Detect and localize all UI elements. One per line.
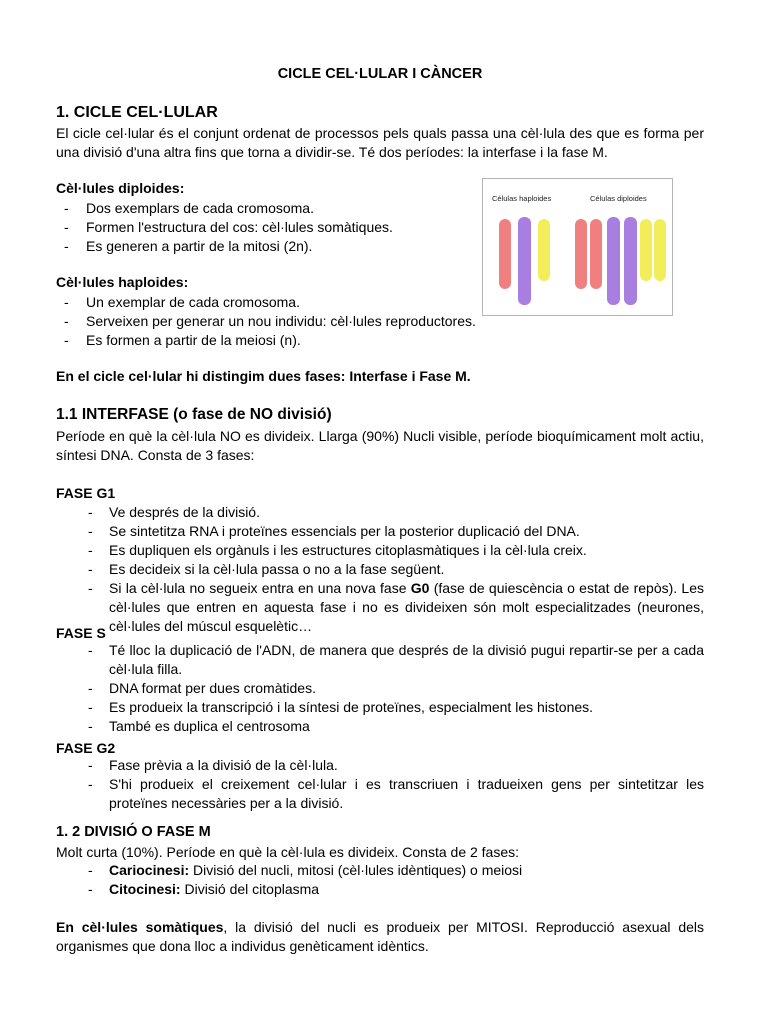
list-item: - S'hi produeix el creixement cel·lular i es transcriuen i tradueixen gens per sintetitzar les proteïnes necessàries per a la divisió. bbox=[56, 775, 704, 813]
list-item: - DNA format per dues cromàtides. bbox=[56, 679, 704, 698]
fase-m-list bbox=[56, 861, 704, 899]
document-title: CICLE CEL·LULAR I CÀNCER bbox=[277, 66, 483, 82]
cariocinesi-term: Cariocinesi: bbox=[109, 862, 190, 878]
g2-list bbox=[56, 756, 704, 813]
section-heading-fase-m: 1. 2 DIVISIÓ O FASE M bbox=[56, 824, 211, 840]
chromosome-figure bbox=[482, 178, 673, 316]
chromosome-yellow bbox=[538, 219, 550, 281]
section-heading-cicle: 1. CICLE CEL·LULAR bbox=[56, 104, 218, 121]
list-item: - Té lloc la duplicació de l'ADN, de manera que després de la divisió pugui repartir-se per a cada cèl·lula filla. bbox=[56, 641, 704, 679]
fase-m-intro: Molt curta (10%). Període en què la cèl·lula es divideix. Consta de 2 fases: bbox=[56, 844, 520, 860]
g1-list bbox=[56, 503, 704, 636]
chromosome-purple bbox=[607, 217, 620, 305]
list-item bbox=[56, 579, 704, 636]
list-item: - Es generen a partir de la mitosi (2n). bbox=[56, 237, 393, 256]
diploid-title: Cèl·lules diploides: bbox=[56, 180, 185, 196]
haploid-label: Células haploides bbox=[492, 194, 552, 203]
chromosome-purple bbox=[518, 217, 531, 305]
s-list bbox=[56, 641, 704, 736]
haploid-title: Cèl·lules haploides: bbox=[56, 274, 189, 290]
list-item bbox=[56, 880, 704, 899]
intro-paragraph: El cicle cel·lular és el conjunt ordenat de processos pels quals passa una cèl·lula des que es forma per una divisió d'una altra fins que torna a dividir-se. Té dos períodes: la interfase i la fase M. bbox=[56, 125, 704, 160]
list-item: - Un exemplar de cada cromosoma. bbox=[56, 293, 476, 312]
interfase-intro: Període en què la cèl·lula NO es divideix. Llarga (90%) Nucli visible, període bioquímicament molt actiu, síntesi DNA. Consta de 3 fases: bbox=[56, 428, 704, 463]
section-heading-interfase: 1.1 INTERFASE (o fase de NO divisió) bbox=[56, 406, 332, 423]
cariocinesi-text: Divisió del nucli, mitosi (cèl·lules idèntiques) o meiosi bbox=[189, 862, 523, 878]
list-item: - Se sintetitza RNA i proteïnes essencials per la posterior duplicació del DNA. bbox=[56, 522, 704, 541]
list-item bbox=[56, 861, 704, 880]
list-item: - Es formen a partir de la meiosi (n). bbox=[56, 331, 476, 350]
list-item: - Es dupliquen els orgànuls i les estructures citoplasmàtiques i la cèl·lula creix. bbox=[56, 541, 704, 560]
list-item: - Ve després de la divisió. bbox=[56, 503, 704, 522]
list-item: - Serveixen per generar un nou individu: cèl·lules reproductores. bbox=[56, 312, 476, 331]
g1-text: Si la cèl·lula no segueix entra en una nova fase bbox=[109, 580, 411, 596]
list-item: - Es decideix si la cèl·lula passa o no a la fase següent. bbox=[56, 560, 704, 579]
g0-term: G0 bbox=[410, 580, 430, 596]
g1-title: FASE G1 bbox=[56, 485, 116, 501]
g2-title: FASE G2 bbox=[56, 740, 116, 756]
somatic-term: En cèl·lules somàtiques bbox=[56, 919, 224, 935]
list-item: - Formen l'estructura del cos: cèl·lules somàtiques. bbox=[56, 218, 393, 237]
chromosome-yellow bbox=[654, 219, 666, 281]
phases-summary: En el cicle cel·lular hi distingim dues fases: Interfase i Fase M. bbox=[56, 368, 471, 384]
list-item: - Fase prèvia a la divisió de la cèl·lula. bbox=[56, 756, 704, 775]
chromosome-red bbox=[590, 219, 602, 289]
citocinesi-text: Divisió del citoplasma bbox=[180, 881, 320, 897]
diploid-list bbox=[56, 199, 393, 256]
list-item: - Es produeix la transcripció i la síntesi de proteïnes, especialment les histones. bbox=[56, 698, 704, 717]
chromosome-red bbox=[575, 219, 587, 289]
somatic-paragraph bbox=[56, 918, 704, 956]
list-item: - Dos exemplars de cada cromosoma. bbox=[56, 199, 393, 218]
chromosome-purple bbox=[624, 217, 637, 305]
s-title: FASE S bbox=[56, 625, 106, 641]
citocinesi-term: Citocinesi: bbox=[109, 881, 181, 897]
g1-text: (fase de quiescència o estat de repòs). Les cèl·lules que entren en aquesta fase i no es divideixen són molt especialitzades (neurones, cèl·lules del múscul esquelètic… bbox=[109, 580, 704, 634]
haploid-list bbox=[56, 293, 476, 350]
chromosome-yellow bbox=[640, 219, 652, 281]
diploid-label: Células diploides bbox=[590, 194, 647, 203]
list-item: - També es duplica el centrosoma bbox=[56, 717, 704, 736]
somatic-text: , la divisió del nucli es produeix per MITOSI. Reproducció asexual dels organismes que dona lloc a individus genèticament idèntics. bbox=[56, 919, 705, 954]
chromosome-red bbox=[499, 219, 511, 289]
